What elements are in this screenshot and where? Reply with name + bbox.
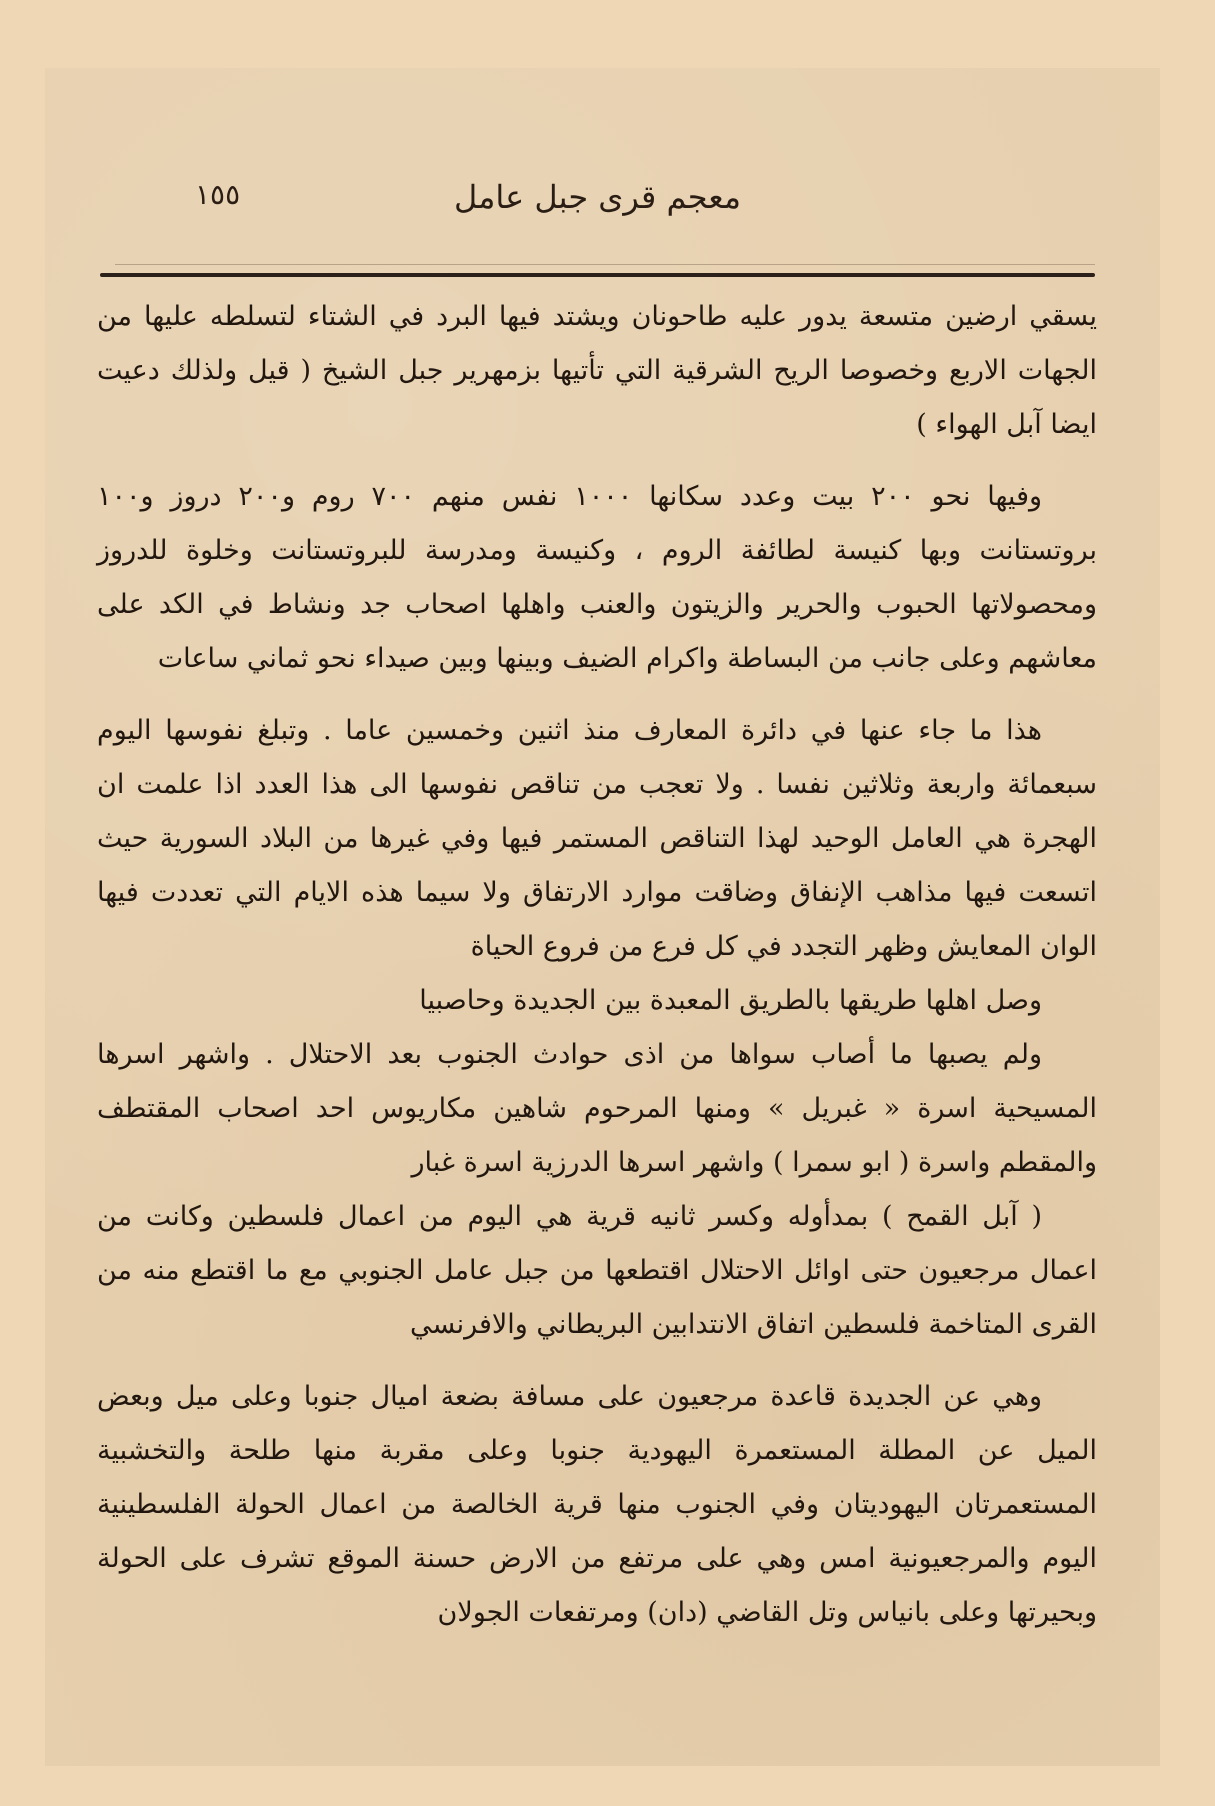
paragraph: يسقي ارضين متسعة يدور عليه طاحونان ويشتد فيها البرد في الشتاء لتسلطه عليها من الجهات الاربع وخصوصا الريح الشرقية التي تأتيها بزمهرير جبل الشيخ ( قيل ولذلك دعيت ايضا آبل الهواء ) bbox=[97, 301, 1097, 440]
paragraph: ( آبل القمح ) بمدأوله وكسر ثانيه قرية هي اليوم من اعمال فلسطين وكانت من اعمال مرجعيون حتى اوائل الاحتلال اقتطعها من جبل عامل الجنوبي مع ما اقتطع منه من القرى المتاخمة فلسطين اتفاق الانتدابين البريطاني والافرنسي bbox=[97, 1201, 1097, 1340]
paragraph: وهي عن الجديدة قاعدة مرجعيون على مسافة بضعة اميال جنوبا وعلى ميل وبعض الميل عن المطلة المستعمرة اليهودية جنوبا وعلى مقربة منها طلحة والتخشبية المستعمرتان اليهوديتان وفي الجنوب منها قرية الخالصة من اعمال الحولة الفلسطينية اليوم والمرجعيونية امس وهي على مرتفع من الارض حسنة الموقع تشرف على الحولة وبحيرتها وعلى بانياس وتل القاضي (دان) ومرتفعات الجولان bbox=[97, 1381, 1097, 1628]
paragraph: وصل اهلها طريقها بالطريق المعبدة بين الجديدة وحاصبيا bbox=[419, 985, 1042, 1016]
paragraph: وفيها نحو ٢٠٠ بيت وعدد سكانها ١٠٠٠ نفس منهم ٧٠٠ روم و٢٠٠ دروز و١٠٠ بروتستانت وبها كنيسة لطائفة الروم ، وكنيسة ومدرسة للبروتستانت وخلوة للدروز ومحصولاتها الحبوب والحرير والزيتون والعنب واهلها اصحاب جد ونشاط في الكد على معاشهم وعلى جانب من البساطة واكرام الضيف وبينها وبين صيداء نحو ثماني ساعات bbox=[97, 481, 1097, 674]
header-rule bbox=[100, 273, 1095, 277]
running-title: معجم قرى جبل عامل bbox=[454, 178, 741, 216]
page-number: ١٥٥ bbox=[195, 178, 241, 211]
paragraph: ولم يصبها ما أصاب سواها من اذى حوادث الجنوب بعد الاحتلال . واشهر اسرها المسيحية اسرة « غبريل » ومنها المرحوم شاهين مكاريوس احد اصحاب المقتطف والمقطم واسرة ( ابو سمرا ) واشهر اسرها الدرزية اسرة غبار bbox=[97, 1039, 1097, 1178]
body-text bbox=[97, 290, 1097, 1640]
paragraph: هذا ما جاء عنها في دائرة المعارف منذ اثنين وخمسين عاما . وتبلغ نفوسها اليوم سبعمائة واربعة وثلاثين نفسا . ولا تعجب من تناقص نفوسها الى هذا العدد اذا علمت ان الهجرة هي العامل الوحيد لهذا التناقص المستمر فيها وفي غيرها من البلاد السورية حيث اتسعت فيها مذاهب الإنفاق وضاقت موارد الارتفاق ولا سيما هذه الايام التي تعددت فيها الوان المعايش وظهر التجدد في كل فرع من فروع الحياة bbox=[97, 715, 1097, 962]
scanned-book-page bbox=[45, 68, 1160, 1766]
page-header bbox=[100, 148, 1095, 238]
header-thin-rule bbox=[115, 264, 1095, 265]
